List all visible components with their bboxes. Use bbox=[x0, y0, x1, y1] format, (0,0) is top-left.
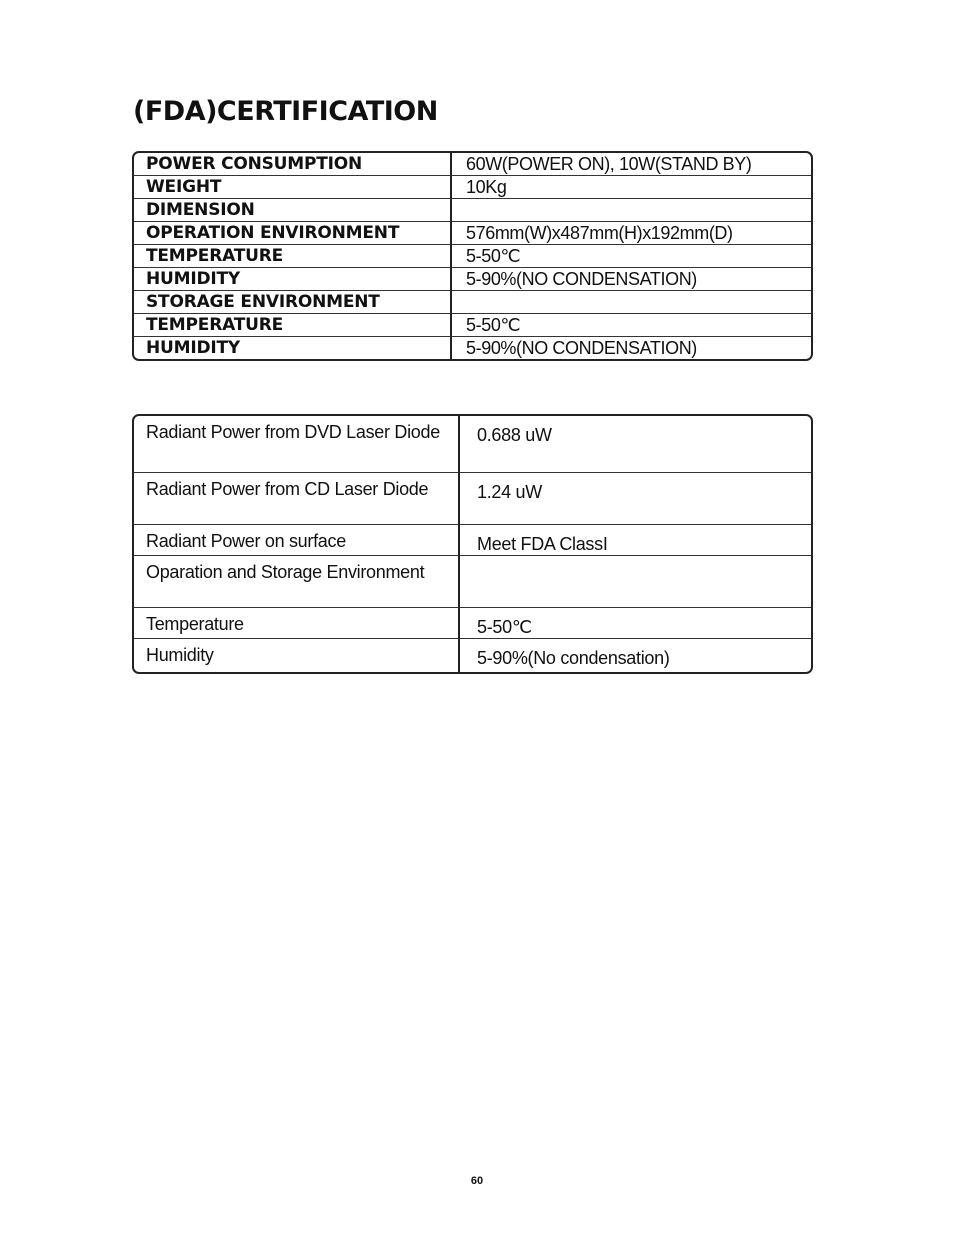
row-label: Radiant Power on surface bbox=[134, 525, 460, 556]
row-label: Oparation and Storage Environment bbox=[134, 556, 460, 608]
row-value: 5-50℃ bbox=[460, 608, 811, 639]
row-value: 1.24 uW bbox=[460, 473, 811, 525]
spec-table bbox=[132, 151, 813, 361]
row-value: 576mm(W)x487mm(H)x192mm(D) bbox=[452, 222, 811, 245]
row-value: 60W(POWER ON), 10W(STAND BY) bbox=[452, 153, 811, 176]
row-value: 5-90%(No condensation) bbox=[477, 648, 670, 668]
table-row bbox=[134, 199, 811, 222]
row-label: HUMIDITY bbox=[134, 268, 452, 291]
table-row bbox=[134, 153, 811, 176]
row-label: TEMPERATURE bbox=[134, 245, 452, 268]
page-title: (FDA)CERTIFICATION bbox=[133, 96, 438, 127]
row-label: Humidity bbox=[134, 639, 460, 672]
table-row bbox=[134, 639, 811, 672]
row-label: Temperature bbox=[134, 608, 460, 639]
row-value bbox=[460, 556, 811, 608]
row-label: Radiant Power from CD Laser Diode bbox=[134, 473, 460, 525]
row-value: 5-90%(NO CONDENSATION) bbox=[466, 338, 697, 358]
row-label: Radiant Power from DVD Laser Diode bbox=[134, 416, 460, 473]
table-row bbox=[134, 473, 811, 525]
table-row bbox=[134, 222, 811, 245]
row-label: HUMIDITY bbox=[134, 337, 452, 359]
table-row bbox=[134, 268, 811, 291]
table-row bbox=[134, 291, 811, 314]
table-row bbox=[134, 176, 811, 199]
row-value: 10Kg bbox=[452, 176, 811, 199]
row-value: 5-90%(NO CONDENSATION) bbox=[452, 268, 811, 291]
laser-table bbox=[132, 414, 813, 674]
row-label: POWER CONSUMPTION bbox=[134, 153, 452, 176]
row-label: STORAGE ENVIRONMENT bbox=[134, 291, 452, 314]
row-label: DIMENSION bbox=[134, 199, 452, 222]
table-row bbox=[134, 608, 811, 639]
row-value: 5-50℃ bbox=[452, 314, 811, 337]
row-value bbox=[452, 291, 811, 314]
row-value: 0.688 uW bbox=[460, 416, 811, 473]
table-row bbox=[134, 556, 811, 608]
page-number: 60 bbox=[470, 1175, 484, 1187]
table-row bbox=[134, 245, 811, 268]
row-value: Meet FDA ClassI bbox=[460, 525, 811, 556]
row-label: WEIGHT bbox=[134, 176, 452, 199]
row-value bbox=[452, 199, 811, 222]
table-row bbox=[134, 314, 811, 337]
row-value: 5-50℃ bbox=[452, 245, 811, 268]
row-label: OPERATION ENVIRONMENT bbox=[134, 222, 452, 245]
row-label: TEMPERATURE bbox=[134, 314, 452, 337]
table-row bbox=[134, 525, 811, 556]
table-row bbox=[134, 416, 811, 473]
table-row bbox=[134, 337, 811, 359]
